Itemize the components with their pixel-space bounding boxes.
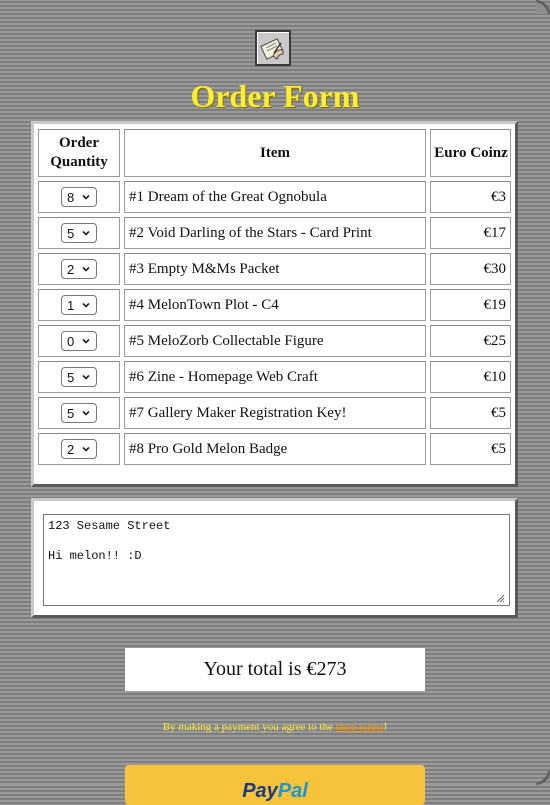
- item-cell: #8 Pro Gold Melon Badge: [124, 433, 426, 465]
- price-cell: €5: [430, 397, 511, 429]
- quantity-value: 8: [67, 189, 75, 205]
- quantity-cell: [38, 217, 120, 249]
- price-cell: €30: [430, 253, 511, 285]
- order-total: Your total is €273: [125, 648, 425, 691]
- quantity-select[interactable]: [61, 187, 97, 207]
- quantity-cell: [38, 361, 120, 393]
- notes-panel: [31, 498, 518, 618]
- table-row: [38, 361, 511, 393]
- quantity-select[interactable]: [61, 259, 97, 279]
- table-row: [38, 397, 511, 429]
- resize-handle-icon[interactable]: [496, 594, 505, 603]
- order-table-panel: [31, 121, 518, 487]
- header-euro-coinz: Euro Coinz: [430, 129, 511, 177]
- quantity-select[interactable]: [61, 439, 97, 459]
- table-header-row: [38, 129, 511, 177]
- shop-terms-link[interactable]: shop terms: [335, 721, 384, 733]
- price-cell: €17: [430, 217, 511, 249]
- quantity-cell: [38, 433, 120, 465]
- quantity-cell: [38, 397, 120, 429]
- price-cell: €10: [430, 361, 511, 393]
- quantity-value: 5: [67, 225, 75, 241]
- paypal-button[interactable]: [125, 765, 425, 805]
- quantity-cell: [38, 289, 120, 321]
- price-cell: €5: [430, 433, 511, 465]
- chevron-down-icon: [81, 372, 91, 382]
- paypal-logo-pay: Pay: [242, 780, 278, 802]
- item-cell: #1 Dream of the Great Ognobula: [124, 181, 426, 213]
- chevron-down-icon: [81, 336, 91, 346]
- header-item: Item: [124, 129, 426, 177]
- table-row: [38, 217, 511, 249]
- quantity-value: 1: [67, 297, 75, 313]
- item-cell: #6 Zine - Homepage Web Craft: [124, 361, 426, 393]
- item-cell: #7 Gallery Maker Registration Key!: [124, 397, 426, 429]
- item-cell: #2 Void Darling of the Stars - Card Print: [124, 217, 426, 249]
- table-row: [38, 181, 511, 213]
- hand-writing-icon: [255, 30, 291, 66]
- quantity-cell: [38, 181, 120, 213]
- quantity-select[interactable]: [61, 367, 97, 387]
- quantity-value: 0: [67, 333, 75, 349]
- window-corner-top: [536, 0, 550, 14]
- price-cell: €25: [430, 325, 511, 357]
- order-table: [34, 125, 515, 469]
- table-row: [38, 325, 511, 357]
- paypal-logo-pal: Pal: [277, 780, 308, 802]
- quantity-value: 2: [67, 441, 75, 457]
- item-cell: #3 Empty M&Ms Packet: [124, 253, 426, 285]
- agreement-end: !: [383, 721, 388, 733]
- chevron-down-icon: [81, 444, 91, 454]
- quantity-value: 5: [67, 369, 75, 385]
- table-row: [38, 433, 511, 465]
- chevron-down-icon: [81, 300, 91, 310]
- quantity-value: 2: [67, 261, 75, 277]
- quantity-select[interactable]: [61, 295, 97, 315]
- quantity-select[interactable]: [61, 403, 97, 423]
- chevron-down-icon: [81, 228, 91, 238]
- payment-agreement: [0, 721, 550, 733]
- price-cell: €19: [430, 289, 511, 321]
- table-row: [38, 289, 511, 321]
- header-order-quantity: Order Quantity: [38, 129, 120, 177]
- quantity-cell: [38, 253, 120, 285]
- item-cell: #5 MeloZorb Collectable Figure: [124, 325, 426, 357]
- quantity-value: 5: [67, 405, 75, 421]
- window-corner-bottom: [536, 771, 550, 785]
- quantity-cell: [38, 325, 120, 357]
- chevron-down-icon: [81, 264, 91, 274]
- table-row: [38, 253, 511, 285]
- agreement-text: By making a payment you agree to the: [162, 721, 336, 733]
- item-cell: #4 MelonTown Plot - C4: [124, 289, 426, 321]
- page-title: Order Form: [190, 78, 360, 114]
- address-notes-textarea[interactable]: 123 Sesame Street Hi melon!! :D: [43, 514, 510, 606]
- chevron-down-icon: [81, 192, 91, 202]
- price-cell: €3: [430, 181, 511, 213]
- quantity-select[interactable]: [61, 223, 97, 243]
- chevron-down-icon: [81, 408, 91, 418]
- quantity-select[interactable]: [61, 331, 97, 351]
